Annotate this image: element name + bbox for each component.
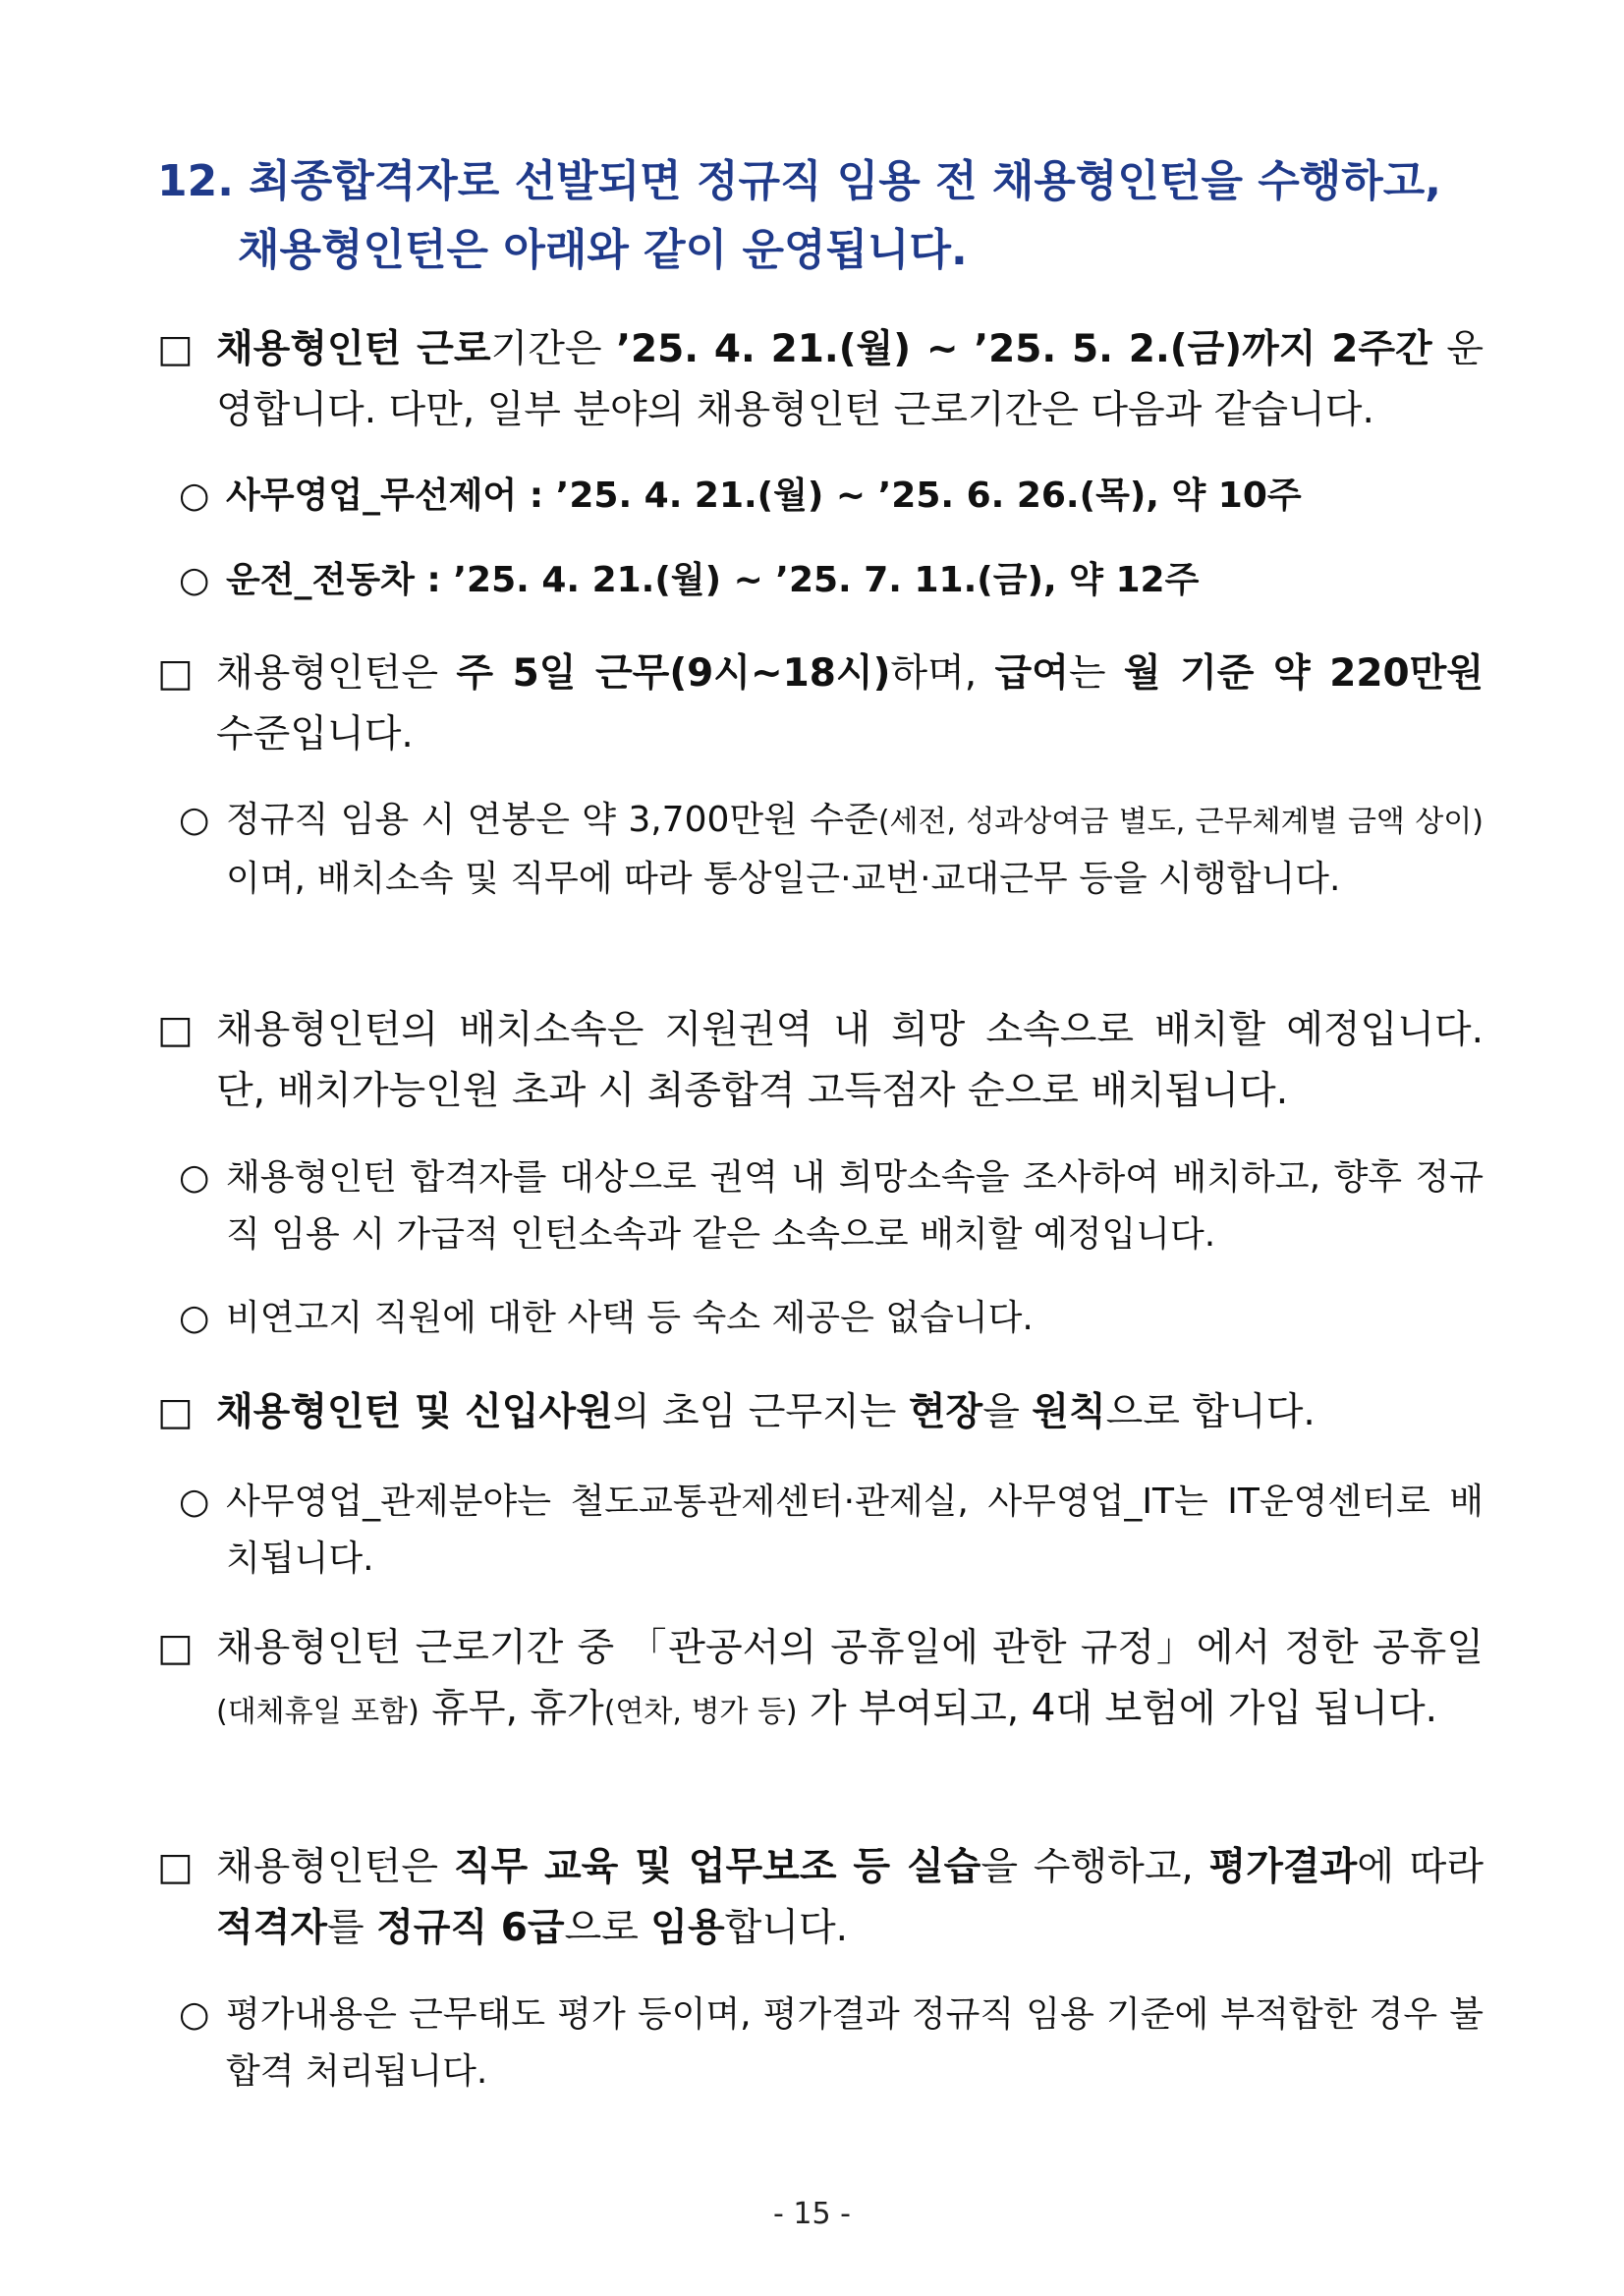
circle-paragraph: ○ 비연고지 직원에 대한 사택 등 숙소 제공은 없습니다. — [157, 1290, 1484, 1347]
circle-paragraph: ○ 사무영업_관제분야는 철도교통관제센터·관제실, 사무영업_IT는 IT운영센터로 배치됩니다. — [157, 1474, 1484, 1588]
item-evaluation-appointment — [157, 1837, 1484, 1959]
item-intern-period — [157, 319, 1484, 441]
circle-bullet-icon: ○ — [179, 560, 210, 600]
square-paragraph: □ 채용형인턴의 배치소속은 지원권역 내 희망 소속으로 배치할 예정입니다. 단, 배치가능인원 초과 시 최종합격 고득점자 순으로 배치됩니다. — [157, 1000, 1484, 1122]
sub-item-placement-survey — [157, 1149, 1484, 1263]
square-bullet-icon: □ — [157, 1390, 194, 1434]
circle-bullet-icon: ○ — [179, 1157, 210, 1198]
circle-bullet-icon: ○ — [179, 1994, 210, 2035]
circle-bullet-icon: ○ — [179, 800, 210, 840]
item-initial-workplace — [157, 1382, 1484, 1443]
square-bullet-icon: □ — [157, 1626, 194, 1670]
sub-item-annual-salary — [157, 792, 1484, 908]
sub-item-housing — [157, 1290, 1484, 1347]
square-bullet-icon: □ — [157, 651, 194, 696]
circle-paragraph: ○ 채용형인턴 합격자를 대상으로 권역 내 희망소속을 조사하여 배치하고, 향후 정규직 임용 시 가급적 인턴소속과 같은 소속으로 배치할 예정입니다. — [157, 1149, 1484, 1263]
heading-line-2: 채용형인턴은 아래와 같이 운영됩니다. — [238, 225, 968, 275]
circle-paragraph: ○ 정규직 임용 시 연봉은 약 3,700만원 수준(세전, 성과상여금 별도, 근무체계별 금액 상이)이며, 배치소속 및 직무에 따라 통상일근·교번·교대근무 등을 시행합니다. — [157, 792, 1484, 908]
square-paragraph: □ 채용형인턴 근로기간 중 「관공서의 공휴일에 관한 규정」에서 정한 공휴일(대체휴일 포함) 휴무, 휴가(연차, 병가 등) 가 부여되고, 4대 보험에 가입 됩니다. — [157, 1618, 1484, 1743]
circle-bullet-icon: ○ — [179, 1482, 210, 1522]
square-paragraph: □ 채용형인턴 근로기간은 ’25. 4. 21.(월) ~ ’25. 5. 2.(금)까지 2주간 운영합니다. 다만, 일부 분야의 채용형인턴 근로기간은 다음과 같습니다. — [157, 319, 1484, 441]
sub-item-evaluation — [157, 1987, 1484, 2100]
square-paragraph: □ 채용형인턴 및 신입사원의 초임 근무지는 현장을 원칙으로 합니다. — [157, 1382, 1484, 1443]
circle-paragraph: ○ 운전_전동차 : ’25. 4. 21.(월) ~ ’25. 7. 11.(금), 약 12주 — [157, 552, 1484, 609]
sub-item-wireless — [157, 468, 1484, 525]
item-work-hours-salary — [157, 644, 1484, 765]
square-bullet-icon: □ — [157, 327, 194, 371]
heading-line-1: 12. 최종합격자로 선발되면 정규직 임용 전 채용형인턴을 수행하고, — [157, 156, 1441, 206]
square-bullet-icon: □ — [157, 1845, 194, 1889]
page-number: - 15 - — [773, 2197, 851, 2231]
square-paragraph: □ 채용형인턴은 직무 교육 및 업무보조 등 실습을 수행하고, 평가결과에 따라 적격자를 정규직 6급으로 임용합니다. — [157, 1837, 1484, 1959]
circle-bullet-icon: ○ — [179, 1298, 210, 1338]
item-placement — [157, 1000, 1484, 1122]
section-heading — [157, 147, 1493, 285]
circle-paragraph: ○ 평가내용은 근무태도 평가 등이며, 평가결과 정규직 임용 기준에 부적합한 경우 불합격 처리됩니다. — [157, 1987, 1484, 2100]
sub-item-electric-train — [157, 552, 1484, 609]
circle-paragraph: ○ 사무영업_무선제어 : ’25. 4. 21.(월) ~ ’25. 6. 26.(목), 약 10주 — [157, 468, 1484, 525]
square-paragraph: □ 채용형인턴은 주 5일 근무(9시~18시)하며, 급여는 월 기준 약 220만원 수준입니다. — [157, 644, 1484, 765]
item-holidays-insurance — [157, 1618, 1484, 1743]
circle-bullet-icon: ○ — [179, 476, 210, 516]
sub-item-control-it — [157, 1474, 1484, 1588]
square-bullet-icon: □ — [157, 1008, 194, 1052]
